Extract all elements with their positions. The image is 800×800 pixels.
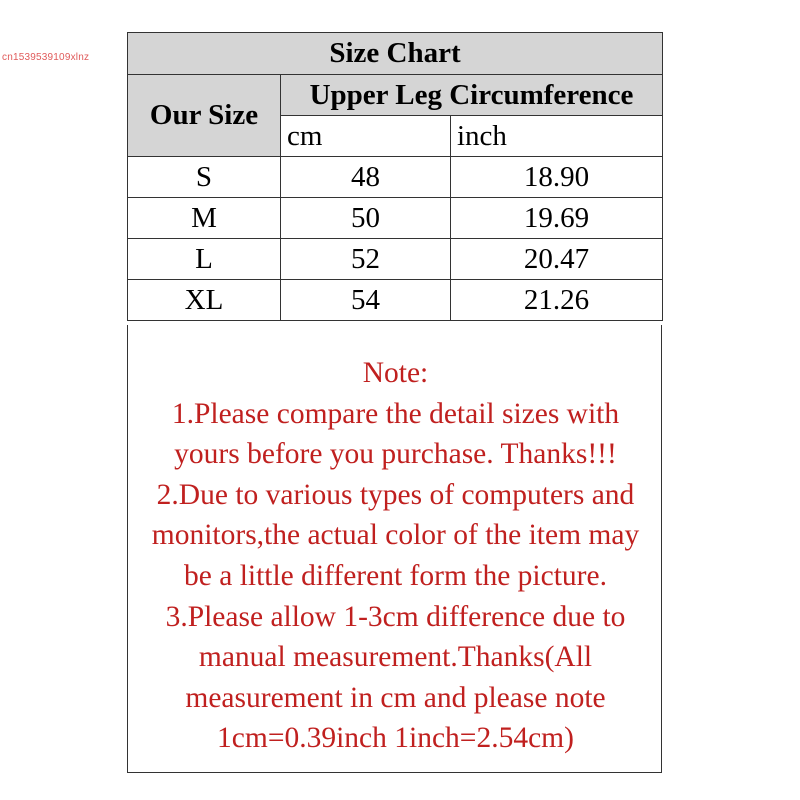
note-line: be a little different form the picture. xyxy=(184,559,607,592)
cm-cell: 54 xyxy=(281,280,451,321)
watermark-text: cn1539539109xlnz xyxy=(2,52,90,63)
inch-cell: 18.90 xyxy=(451,157,663,198)
size-cell: L xyxy=(128,239,281,280)
size-cell: M xyxy=(128,198,281,239)
unit-cm-header: cm xyxy=(281,116,451,157)
note-text xyxy=(128,353,663,759)
size-cell: XL xyxy=(128,280,281,321)
measurement-header: Upper Leg Circumference xyxy=(281,75,663,116)
note-line: monitors,the actual color of the item may xyxy=(151,519,640,552)
size-cell: S xyxy=(128,157,281,198)
note-line: 2.Due to various types of computers and xyxy=(156,478,635,511)
note-heading: Note: xyxy=(362,357,429,389)
size-chart-table xyxy=(127,32,663,321)
note-line: measurement in cm and please note xyxy=(185,681,606,714)
our-size-header: Our Size xyxy=(128,75,281,157)
inch-cell: 19.69 xyxy=(451,198,663,239)
table-row xyxy=(128,198,663,239)
inch-cell: 21.26 xyxy=(451,280,663,321)
title-row xyxy=(128,33,663,75)
inch-cell: 20.47 xyxy=(451,239,663,280)
note-line: 1cm=0.39inch 1inch=2.54cm) xyxy=(217,722,574,755)
cm-cell: 50 xyxy=(281,198,451,239)
table-row xyxy=(128,280,663,321)
cm-cell: 52 xyxy=(281,239,451,280)
note-line: 1.Please compare the detail sizes with xyxy=(171,397,620,430)
note-line: 3.Please allow 1-3cm difference due to xyxy=(165,600,626,633)
cm-cell: 48 xyxy=(281,157,451,198)
note-box xyxy=(127,325,662,773)
table-title: Size Chart xyxy=(128,33,663,75)
table-row xyxy=(128,239,663,280)
unit-inch-header: inch xyxy=(451,116,663,157)
table-row xyxy=(128,157,663,198)
note-line: manual measurement.Thanks(All xyxy=(198,641,593,674)
header-row xyxy=(128,75,663,116)
note-line: yours before you purchase. Thanks!!! xyxy=(174,438,617,471)
